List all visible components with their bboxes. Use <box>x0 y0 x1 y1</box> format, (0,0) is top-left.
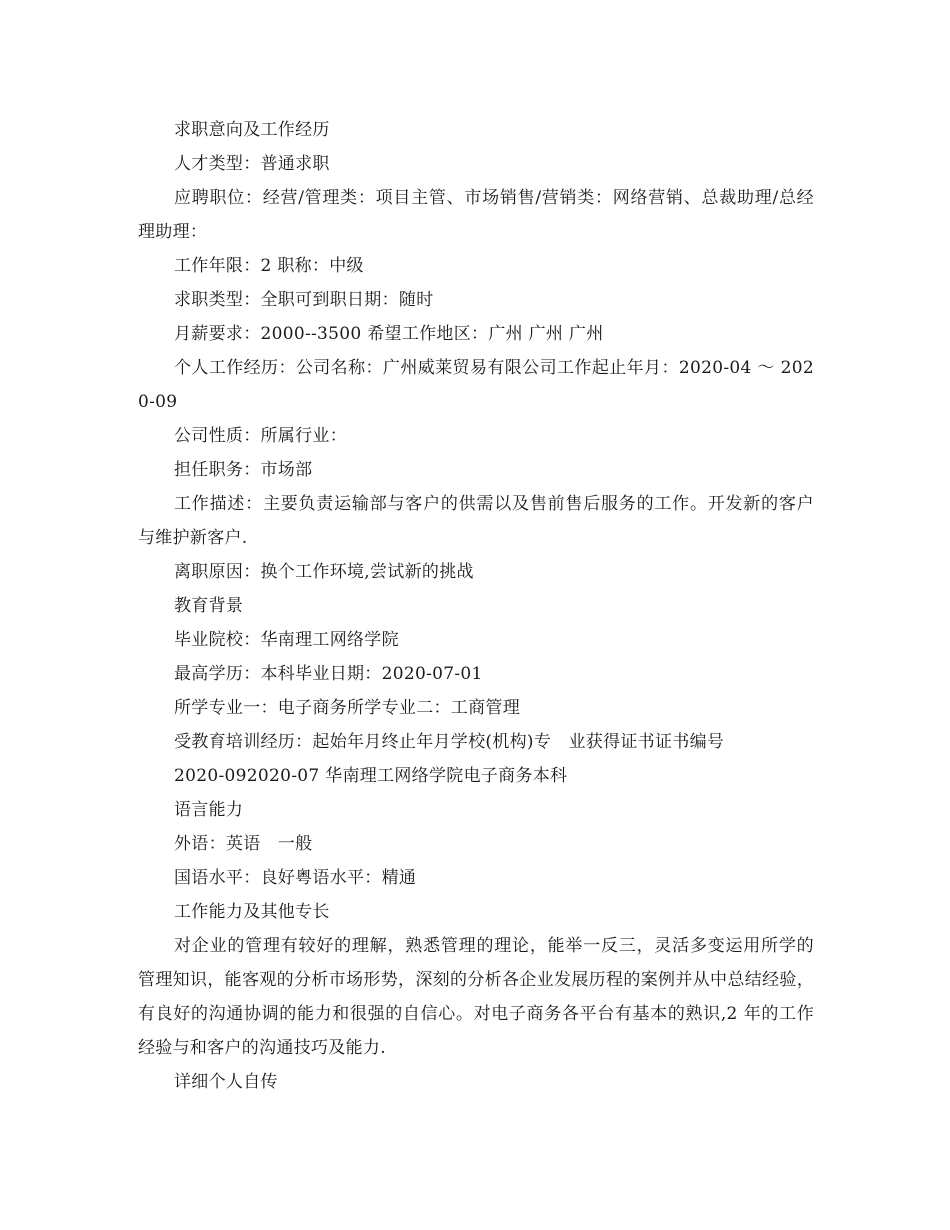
dialect-line: 国语水平：良好粤语水平：精通 <box>174 868 417 888</box>
work-years-line: 工作年限：2 职称：中级 <box>174 256 364 276</box>
applied-position-line: 应聘职位：经营/管理类：项目主管、市场销售/营销类：网络营销、总裁助理/总经理助理： <box>138 188 814 242</box>
degree-line: 最高学历：本科毕业日期：2020-07-01 <box>174 664 483 684</box>
job-description-line: 工作描述：主要负责运输部与客户的供需以及售前售后服务的工作。开发新的客户与维护新客户. <box>138 494 814 548</box>
section-heading-job-intention: 求职意向及工作经历 <box>174 120 330 140</box>
major-line: 所学专业一：电子商务所学专业二：工商管理 <box>174 698 520 718</box>
foreign-language-line: 外语：英语 一般 <box>174 834 313 854</box>
school-line: 毕业院校：华南理工网络学院 <box>174 630 399 650</box>
training-record-line: 2020-092020-07 华南理工网络学院电子商务本科 <box>174 766 568 786</box>
abilities-paragraph: 对企业的管理有较好的理解，熟悉管理的理论，能举一反三，灵活多变运用所学的管理知识，能客观的分析市场形势，深刻的分析各企业发展历程的案例并从中总结经验，有良好的沟通协调的能力和很强的自信心。对电子商务各平台有基本的熟识,2 年的工作经验与和客户的沟通技巧及能力. <box>138 936 814 1058</box>
section-heading-education: 教育背景 <box>174 596 244 616</box>
section-heading-language: 语言能力 <box>174 800 244 820</box>
training-header-line: 受教育培训经历：起始年月终止年月学校(机构)专 业获得证书证书编号 <box>174 732 725 752</box>
document-body <box>138 113 814 1099</box>
talent-type-line: 人才类型：普通求职 <box>174 154 330 174</box>
section-heading-autobiography: 详细个人自传 <box>174 1072 278 1092</box>
section-heading-abilities: 工作能力及其他专长 <box>174 902 330 922</box>
job-type-line: 求职类型：全职可到职日期：随时 <box>174 290 434 310</box>
leaving-reason-line: 离职原因：换个工作环境,尝试新的挑战 <box>174 562 474 582</box>
company-nature-line: 公司性质：所属行业： <box>174 426 347 446</box>
position-held-line: 担任职务：市场部 <box>174 460 313 480</box>
salary-line: 月薪要求：2000--3500 希望工作地区：广州 广州 广州 <box>174 324 604 344</box>
work-experience-line: 个人工作经历：公司名称：广州威莱贸易有限公司工作起止年月：2020-04 ～ 2020-09 <box>138 358 814 412</box>
